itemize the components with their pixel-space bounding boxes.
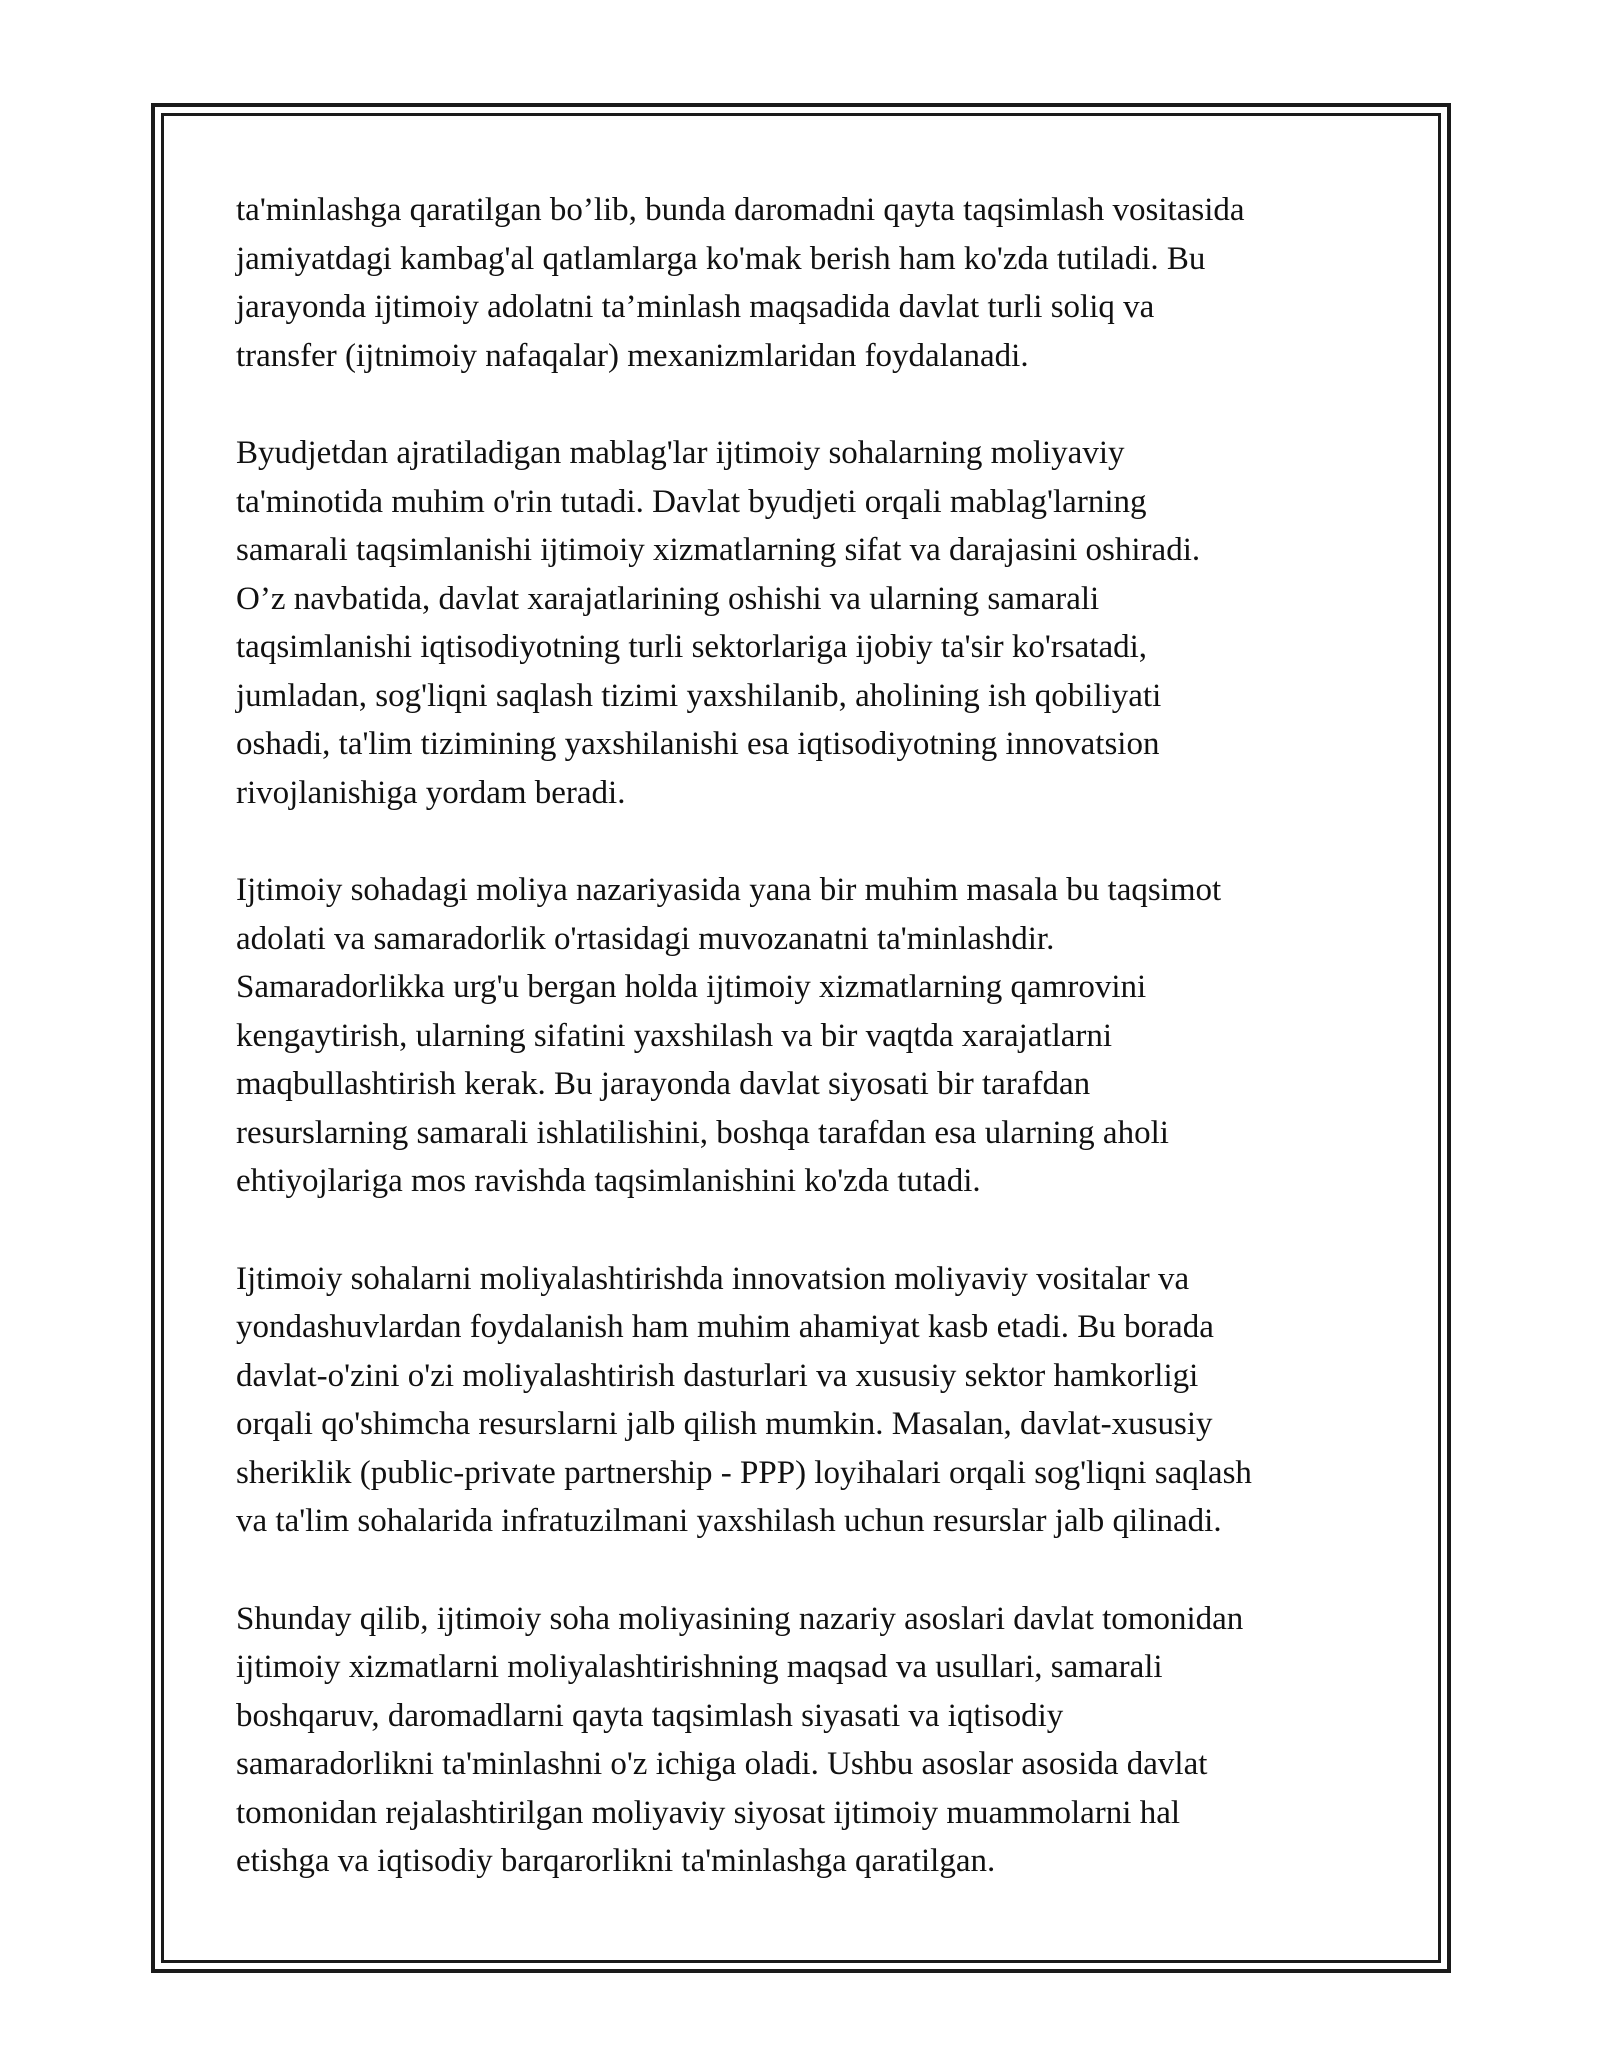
paragraph-2: Byudjetdan ajratiladigan mablag'lar ijtimoiy sohalarning moliyaviy ta'minotida muhim o'rin tutadi. Davlat byudjeti orqali mablag'larning samarali taqsimlanishi ijtimoiy xizmatlarning sifat va darajasini oshiradi. O’z navbatida, davlat xarajatlarining oshishi va ularning samarali taqsimlanishi iqtisodiyotning turli sektorlariga ijobiy ta'sir ko'rsatadi, jumladan, sog'liqni saqlash tizimi yaxshilanib, aholining ish qobiliyati oshadi, ta'lim tizimining yaxshilanishi esa iqtisodiyotning innovatsion rivojlanishiga yordam beradi. (236, 435, 1201, 811)
paragraph-4: Ijtimoiy sohalarni moliyalashtirishda innovatsion moliyaviy vositalar va yondashuvlardan foydalanish ham muhim ahamiyat kasb etadi. Bu borada davlat-o'zini o'zi moliyalashtirish dasturlari va xususiy sektor hamkorligi orqali qo'shimcha resurslarni jalb qilish mumkin. Masalan, davlat-xususiy sheriklik (public-private partnership - PPP) loyihalari orqali sog'liqni saqlash va ta'lim sohalarida infratuzilmani yaxshilash uchun resurslar jalb qilinadi. (236, 1260, 1252, 1539)
paragraph-3: Ijtimoiy sohadagi moliya nazariyasida yana bir muhim masala bu taqsimot adolati va samaradorlik o'rtasidagi muvozanatni ta'minlashdir. Samaradorlikka urg'u bergan holda ijtimoiy xizmatlarning qamrovini kengaytirish, ularning sifatini yaxshilash va bir vaqtda xarajatlarni maqbullashtirish kerak. Bu jarayonda davlat siyosati bir tarafdan resurslarning samarali ishlatilishini, boshqa tarafdan esa ularning aholi ehtiyojlariga mos ravishda taqsimlanishini ko'zda tutadi. (236, 872, 1222, 1199)
paragraph-5: Shunday qilib, ijtimoiy soha moliyasining nazariy asoslari davlat tomonidan ijtimoiy xizmatlarni moliyalashtirishning maqsad va usullari, samarali boshqaruv, daromadlarni qayta taqsimlash siyasati va iqtisodiy samaradorlikni ta'minlashni o'z ichiga oladi. Ushbu asoslar asosida davlat tomonidan rejalashtirilgan moliyaviy siyosat ijtimoiy muammolarni hal etishga va iqtisodiy barqarorlikni ta'minlashga qaratilgan. (236, 1600, 1244, 1879)
paragraph-1: ta'minlashga qaratilgan bo’lib, bunda daromadni qayta taqsimlash vositasida jamiyatdagi kambag'al qatlamlarga ko'mak berish ham ko'zda tutiladi. Bu jarayonda ijtimoiy adolatni ta’minlash maqsadida davlat turli soliq va transfer (ijtnimoiy nafaqalar) mexanizmlaridan foydalanadi. (236, 192, 1245, 374)
document-body (236, 186, 1396, 1886)
